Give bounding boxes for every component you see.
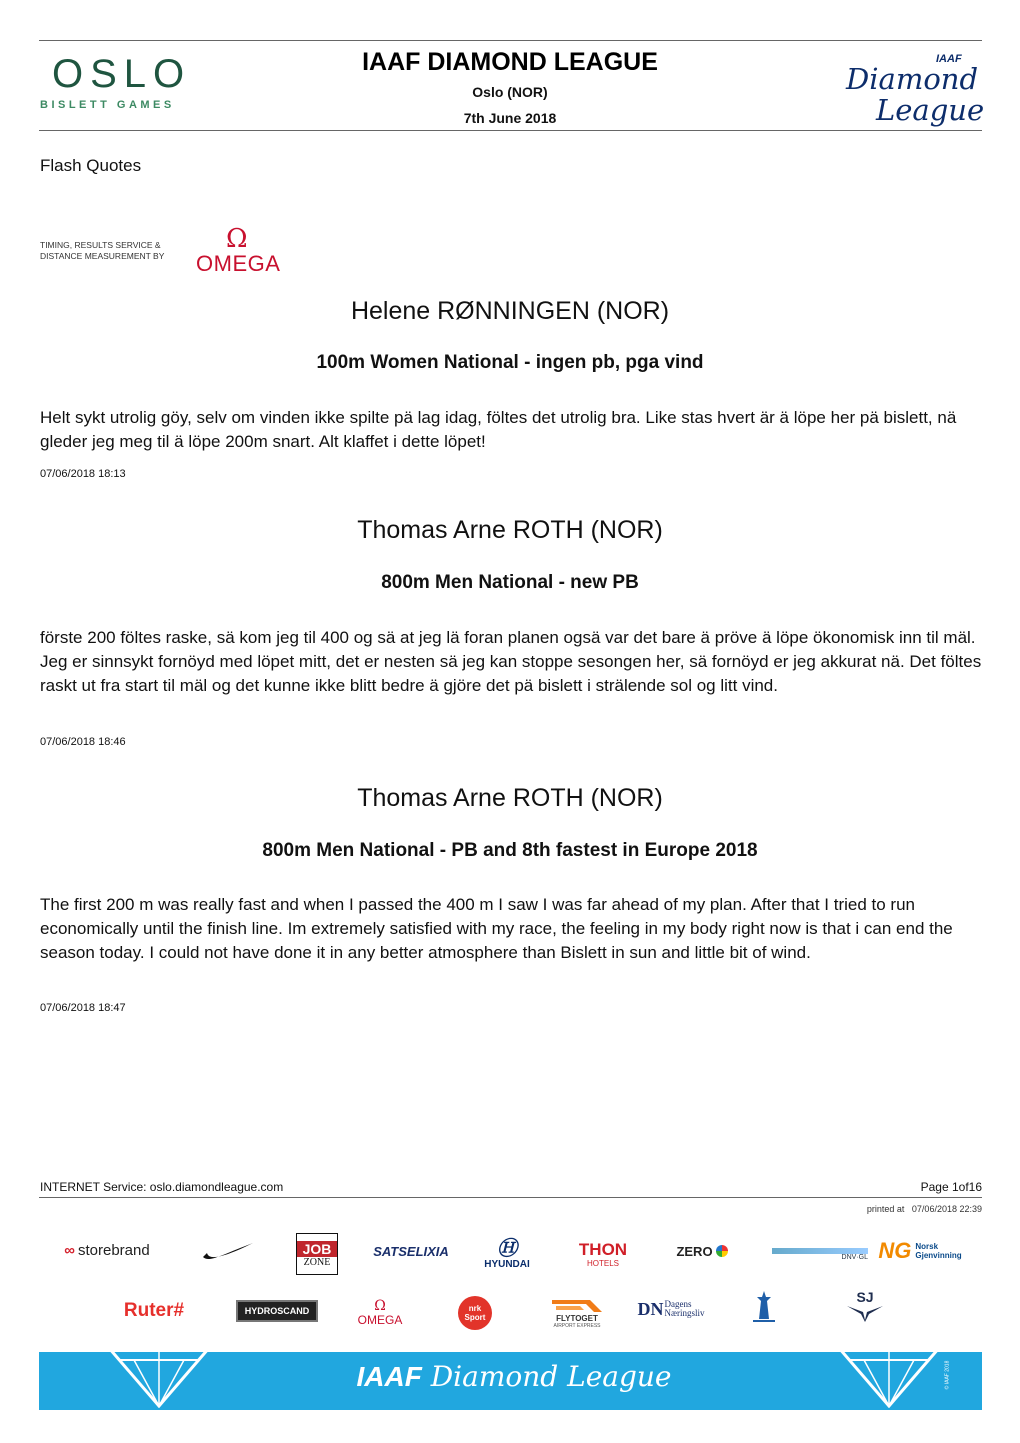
banner-iaaf: IAAF	[356, 1361, 422, 1392]
storebrand-icon: ∞	[64, 1241, 75, 1259]
ng-text-1: Norsk	[915, 1242, 939, 1251]
sponsor-satselixia: SATSELIXIA	[373, 1243, 449, 1259]
sponsor-hydroscand: HYDROSCAND	[236, 1300, 318, 1322]
quote-timestamp: 07/06/2018 18:13	[40, 468, 126, 480]
banner-title	[334, 1360, 694, 1393]
quote-timestamp: 07/06/2018 18:46	[40, 736, 126, 748]
printed-label: printed at	[866, 1204, 905, 1214]
dn-text	[664, 1300, 704, 1318]
event-title: 800m Men National - new PB	[381, 572, 639, 593]
ng-logo: NG	[878, 1238, 912, 1263]
flytoget-sub: AIRPORT EXPRESS	[553, 1322, 601, 1329]
sponsor-jobzone	[296, 1233, 338, 1275]
athlete-name: Helene RØNNINGEN (NOR)	[350, 297, 670, 325]
jobzone-zone: ZONE	[303, 1256, 331, 1268]
diamond-league-banner	[39, 1352, 982, 1410]
storebrand-label: storebrand	[77, 1241, 150, 1259]
dn-text-2: Næringsliv	[664, 1308, 705, 1318]
sj-label: SJ	[856, 1289, 874, 1305]
sponsor-ruter: Ruter#	[123, 1300, 185, 1321]
hyundai-icon: Ⓗ	[497, 1237, 517, 1260]
omega-logo-text: OMEGA	[196, 251, 281, 276]
sponsor-dnvgl	[772, 1243, 868, 1265]
diamond-right-icon	[829, 1352, 949, 1408]
quote-text: The first 200 m was really fast and when I passed the 400 m I saw I was far ahead of my plan. After that I tried to run economically until the finish line. Im extremely satisfied with my race, the feeling in my body right now is that i can end the season today. I could not have done it in any better atmosphere than Bislett in sun and little bit of wind.	[40, 895, 953, 962]
printed-time: 07/06/2018 22:39	[911, 1204, 982, 1214]
sponsor-thon	[572, 1236, 634, 1272]
sponsor-nrk-sport	[458, 1296, 492, 1330]
thon-hotels: HOTELS	[586, 1258, 619, 1268]
nrk-sport-label: Sport	[464, 1313, 486, 1322]
page-number: Page 1of16	[920, 1180, 982, 1194]
nrk-label: nrk	[468, 1304, 482, 1313]
banner-words: Diamond League	[430, 1360, 672, 1393]
diamond-league-iaaf-mark: IAAF	[936, 53, 962, 65]
dn-logo: DN	[637, 1298, 664, 1319]
diamond-league-logo-word2: League	[876, 93, 985, 127]
athlete-name: Thomas Arne ROTH (NOR)	[357, 516, 663, 544]
sponsor-sj	[840, 1288, 890, 1324]
sj-wings-icon	[845, 1304, 885, 1322]
event-title: 100m Women National - ingen pb, pga vind	[316, 352, 704, 373]
timing-line-2: DISTANCE MEASUREMENT BY	[40, 251, 165, 261]
diamond-league-logo-word1: Diamond	[846, 62, 979, 96]
header-bottom-rule	[39, 130, 982, 131]
zero-label: ZERO	[676, 1243, 713, 1259]
hyundai-label: HYUNDAI	[484, 1258, 530, 1270]
sponsor-storebrand	[52, 1238, 162, 1262]
flytoget-icon	[550, 1296, 604, 1314]
page-title: IAAF DIAMOND LEAGUE	[362, 48, 658, 76]
quote-text: Helt sykt utrolig göy, selv om vinden ikke spilte pä lag idag, föltes det utrolig bra. Like stas hvert är ä löpe her pä bislett, nä gleder jeg meg til ä löpe 200m snart. Alt klaffet i dette löpet!	[40, 408, 957, 451]
banner-copyright: © IAAF 2018	[944, 1360, 951, 1390]
sponsor-norsk-gjenvinning	[872, 1238, 968, 1264]
omega-icon: Ω	[226, 224, 248, 254]
meet-location: Oslo (NOR)	[472, 84, 548, 100]
nike-swoosh-icon	[200, 1240, 256, 1262]
sponsor-zero	[668, 1240, 736, 1262]
zero-circle-icon	[716, 1245, 728, 1257]
quote-timestamp: 07/06/2018 18:47	[40, 1002, 126, 1014]
sponsor-kommune-icon	[740, 1288, 788, 1324]
jobzone-job: JOB	[297, 1241, 337, 1257]
event-title: 800m Men National - PB and 8th fastest in Europe 2018	[262, 840, 758, 861]
ng-text	[915, 1242, 961, 1260]
header-top-rule	[39, 40, 982, 41]
dnvgl-label: DNV·GL	[841, 1253, 868, 1261]
oslo-logo: OSLO	[52, 52, 192, 96]
omega-sponsor-icon: Ω	[374, 1298, 386, 1314]
diamond-left-icon	[99, 1352, 219, 1408]
sponsor-dagens-naeringsliv	[636, 1298, 706, 1320]
sponsor-flytoget	[546, 1292, 608, 1332]
omega-sponsor-label: OMEGA	[357, 1313, 403, 1327]
meet-date: 7th June 2018	[463, 110, 557, 126]
footer-rule	[39, 1197, 982, 1198]
athlete-name: Thomas Arne ROTH (NOR)	[357, 784, 663, 812]
dn-text-1: Dagens	[664, 1299, 692, 1309]
thon-label: THON	[578, 1239, 628, 1259]
ng-text-2: Gjenvinning	[915, 1251, 962, 1260]
sponsor-omega	[350, 1296, 410, 1330]
bislett-games-logo: BISLETT GAMES	[40, 99, 175, 111]
flytoget-label: FLYTOGET	[556, 1313, 598, 1323]
sponsor-hyundai	[476, 1234, 538, 1274]
timing-line-1: TIMING, RESULTS SERVICE &	[40, 240, 161, 250]
section-label: Flash Quotes	[40, 156, 142, 175]
quote-text: förste 200 föltes raske, sä kom jeg til 400 og sä at jeg lä foran planen ogsä var det bare ä pröve ä löpe ökonomisk inn til mäl. Jeg er sinnsykt fornöyd med löpet mitt, det er nesten sä jeg kan stoppe sesongen her, sä fornöyd er jeg akkurat nä. Det föltes raskt ut fra start til mäl og det kunne ikke blitt bedre ä gjöre det pä bislett i strälende sol og litt vind.	[40, 628, 982, 695]
printed-at	[867, 1204, 982, 1214]
internet-service-link[interactable]: INTERNET Service: oslo.diamondleague.com	[40, 1180, 284, 1194]
